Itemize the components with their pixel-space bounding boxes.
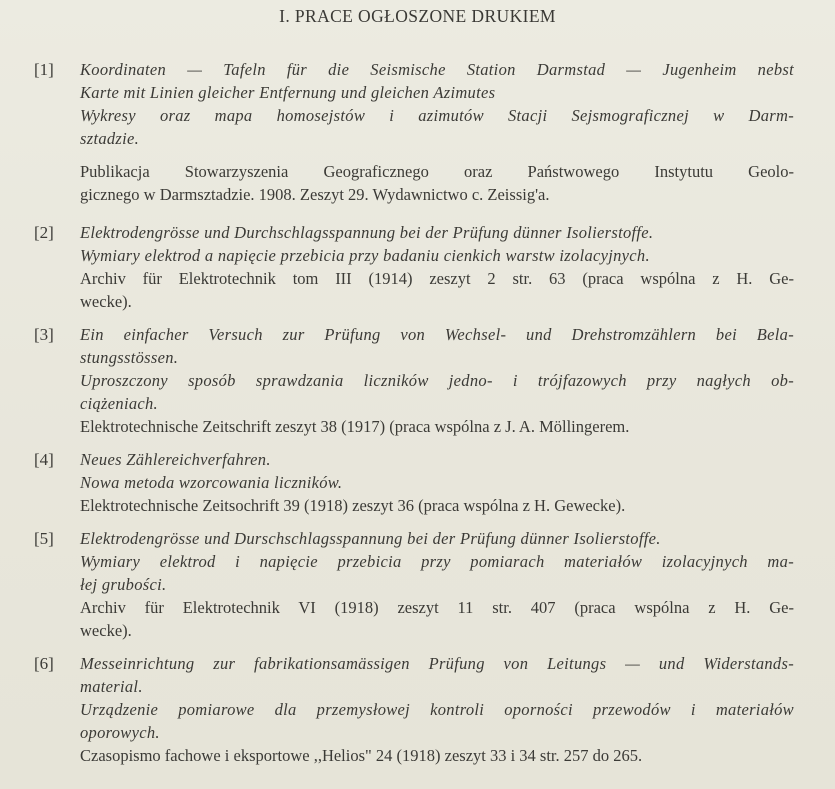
entry-title-line: sztadzie. [80, 129, 140, 148]
bibliography-list [34, 58, 794, 777]
entry-title-line: Neues Zählereichverfahren. [80, 450, 271, 469]
entry-title-line: material. [80, 677, 143, 696]
entry-citation-line: Archiv für Elektrotechnik VI (1918) zeszyt 11 str. 407 (praca wspólna z H. Ge- [80, 598, 794, 617]
section-heading: I. PRACE OGŁOSZONE DRUKIEM [279, 6, 556, 26]
entry-citation-line: wecke). [80, 292, 132, 311]
entry-title-line: Uproszczony sposób sprawdzania liczników jedno- i trójfazowych przy nagłych ob- [80, 371, 794, 390]
entry-number: [4] [34, 450, 54, 469]
entry-title-line: Wykresy oraz mapa homosejstów i azimutów Stacji Sejsmograficznej w Darm- [80, 106, 794, 125]
entry-number: [1] [34, 60, 54, 79]
bibliography-entry [34, 527, 794, 642]
entry-citation-line: Elektrotechnische Zeitsochrift 39 (1918) zeszyt 36 (praca wspólna z H. Gewecke). [80, 496, 626, 515]
entry-title-line: łej grubości. [80, 575, 167, 594]
bibliography-entry [34, 652, 794, 767]
bibliography-entry [34, 323, 794, 438]
entry-citation-line: gicznego w Darmsztadzie. 1908. Zeszyt 29. Wydawnictwo c. Zeissig'a. [80, 185, 550, 204]
entry-title-line: Elektrodengrösse und Durschschlagsspannung bei der Prüfung dünner Isolierstoffe. [80, 529, 661, 548]
entry-title-line: Nowa metoda wzorcowania liczników. [80, 473, 343, 492]
entry-number: [6] [34, 654, 54, 673]
entry-title-line: Wymiary elektrod i napięcie przebicia przy pomiarach materiałów izolacyjnych ma- [80, 552, 794, 571]
entry-title-line: Karte mit Linien gleicher Entfernung und gleichen Azimutes [80, 83, 496, 102]
entry-citation-line: wecke). [80, 621, 132, 640]
entry-number: [5] [34, 529, 54, 548]
entry-title-line: Messeinrichtung zur fabrikationsamässigen Prüfung von Leitungs — und Widerstands- [80, 654, 794, 673]
entry-title-line: Ein einfacher Versuch zur Prüfung von Wechsel- und Drehstromzählern bei Bela- [80, 325, 794, 344]
entry-title-line: stungsstössen. [80, 348, 179, 367]
entry-citation-line: Publikacja Stowarzyszenia Geograficznego oraz Państwowego Instytutu Geolo- [80, 162, 794, 181]
entry-title-line: Koordinaten — Tafeln für die Seismische Station Darmstad — Jugenheim nebst [80, 60, 794, 79]
entry-citation-line: Archiv für Elektrotechnik tom III (1914) zeszyt 2 str. 63 (praca wspólna z H. Ge- [80, 269, 794, 288]
paragraph-gap [80, 150, 794, 160]
entry-citation-line: Czasopismo fachowe i eksportowe ,,Helios" 24 (1918) zeszyt 33 i 34 str. 257 do 265. [80, 746, 643, 765]
entry-title-line: oporowych. [80, 723, 160, 742]
bibliography-entry [34, 221, 794, 313]
entry-title-line: Elektrodengrösse und Durchschlagsspannung bei der Prüfung dünner Isolierstoffe. [80, 223, 654, 242]
bibliography-entry [34, 58, 794, 206]
entry-title-line: ciążeniach. [80, 394, 158, 413]
entry-number: [3] [34, 325, 54, 344]
entry-title-line: Wymiary elektrod a napięcie przebicia przy badaniu cienkich warstw izolacyjnych. [80, 246, 650, 265]
entry-title-line: Urządzenie pomiarowe dla przemysłowej kontroli oporności przewodów i materiałów [80, 700, 794, 719]
entry-citation-line: Elektrotechnische Zeitschrift zeszyt 38 (1917) (praca wspólna z J. A. Möllingerem. [80, 417, 630, 436]
bibliography-entry [34, 448, 794, 517]
entry-number: [2] [34, 223, 54, 242]
